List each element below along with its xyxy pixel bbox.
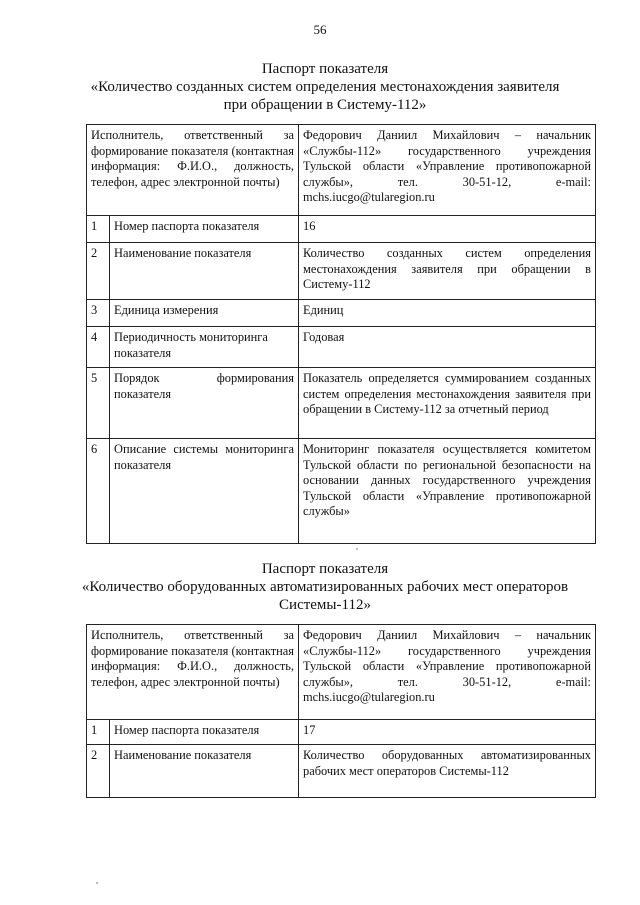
row-value: Годовая: [299, 327, 596, 368]
row-number: 5: [87, 368, 110, 439]
row-number: 1: [87, 216, 110, 243]
table-row: [87, 745, 596, 798]
row-number: 2: [87, 745, 110, 798]
row-label: Описание системы мониторинга показателя: [110, 439, 299, 544]
table-row: [87, 327, 596, 368]
scan-speck: [96, 882, 98, 884]
table-row: [87, 216, 596, 243]
passport-title: Паспорт показателя: [261, 561, 389, 577]
page-number: 56: [313, 22, 327, 37]
passport-heading: [60, 60, 590, 114]
passport-subtitle-line1: «Количество оборудованных автоматизированных рабочих мест операторов: [81, 579, 569, 595]
row-value: 17: [299, 720, 596, 745]
row-label: Периодичность мониторинга показателя: [110, 327, 299, 368]
table-row: [87, 625, 596, 720]
row-number: 6: [87, 439, 110, 544]
row-number: 3: [87, 300, 110, 327]
executor-label: Исполнитель, ответственный за формирование показателя (контактная информация: Ф.И.О., должность, телефон, адрес электронной почты): [87, 625, 299, 720]
executor-label: Исполнитель, ответственный за формирование показателя (контактная информация: Ф.И.О., должность, телефон, адрес электронной почты): [87, 125, 299, 216]
passport-subtitle-line2: Системы-112»: [279, 597, 371, 613]
row-label: Единица измерения: [110, 300, 299, 327]
row-label: Номер паспорта показателя: [110, 216, 299, 243]
row-value: 16: [299, 216, 596, 243]
passport-table: [86, 124, 596, 544]
executor-value: Федорович Даниил Михайлович – начальник «Службы-112» государственного учреждения Тульской области «Управление противопожарной службы», тел. 30-51-12, e-mail: mchs.iucgo@tularegion.ru: [299, 125, 596, 216]
row-label: Наименование показателя: [110, 243, 299, 300]
table-row: [87, 368, 596, 439]
table-row: [87, 125, 596, 216]
executor-value: Федорович Даниил Михайлович – начальник «Службы-112» государственного учреждения Тульской области «Управление противопожарной службы», тел. 30-51-12, e-mail: mchs.iucgo@tularegion.ru: [299, 625, 596, 720]
table-row: [87, 243, 596, 300]
row-number: 2: [87, 243, 110, 300]
row-value: Количество созданных систем определения местонахождения заявителя при обращении в Систему-112: [299, 243, 596, 300]
table-row: [87, 720, 596, 745]
row-value: Количество оборудованных автоматизированных рабочих мест операторов Системы-112: [299, 745, 596, 798]
passport-title: Паспорт показателя: [261, 61, 389, 77]
row-number: 4: [87, 327, 110, 368]
passport-heading: [60, 560, 590, 614]
passport-subtitle-line2: при обращении в Систему-112»: [223, 97, 427, 113]
row-value: Мониторинг показателя осуществляется комитетом Тульской области по региональной безопасности на основании данных государственного учреждения Тульской области «Управление противопожарной службы»: [299, 439, 596, 544]
passport-subtitle-line1: «Количество созданных систем определения местонахождения заявителя: [90, 79, 560, 95]
row-label: Наименование показателя: [110, 745, 299, 798]
table-row: [87, 439, 596, 544]
row-value: Показатель определяется суммированием созданных систем определения местонахождения заявителя при обращении в Систему-112 за отчетный период: [299, 368, 596, 439]
table-row: [87, 300, 596, 327]
row-value: Единиц: [299, 300, 596, 327]
row-number: 1: [87, 720, 110, 745]
row-label: Номер паспорта показателя: [110, 720, 299, 745]
row-label: Порядок формирования показателя: [110, 368, 299, 439]
scan-speck: [356, 548, 358, 550]
passport-table: [86, 624, 596, 798]
